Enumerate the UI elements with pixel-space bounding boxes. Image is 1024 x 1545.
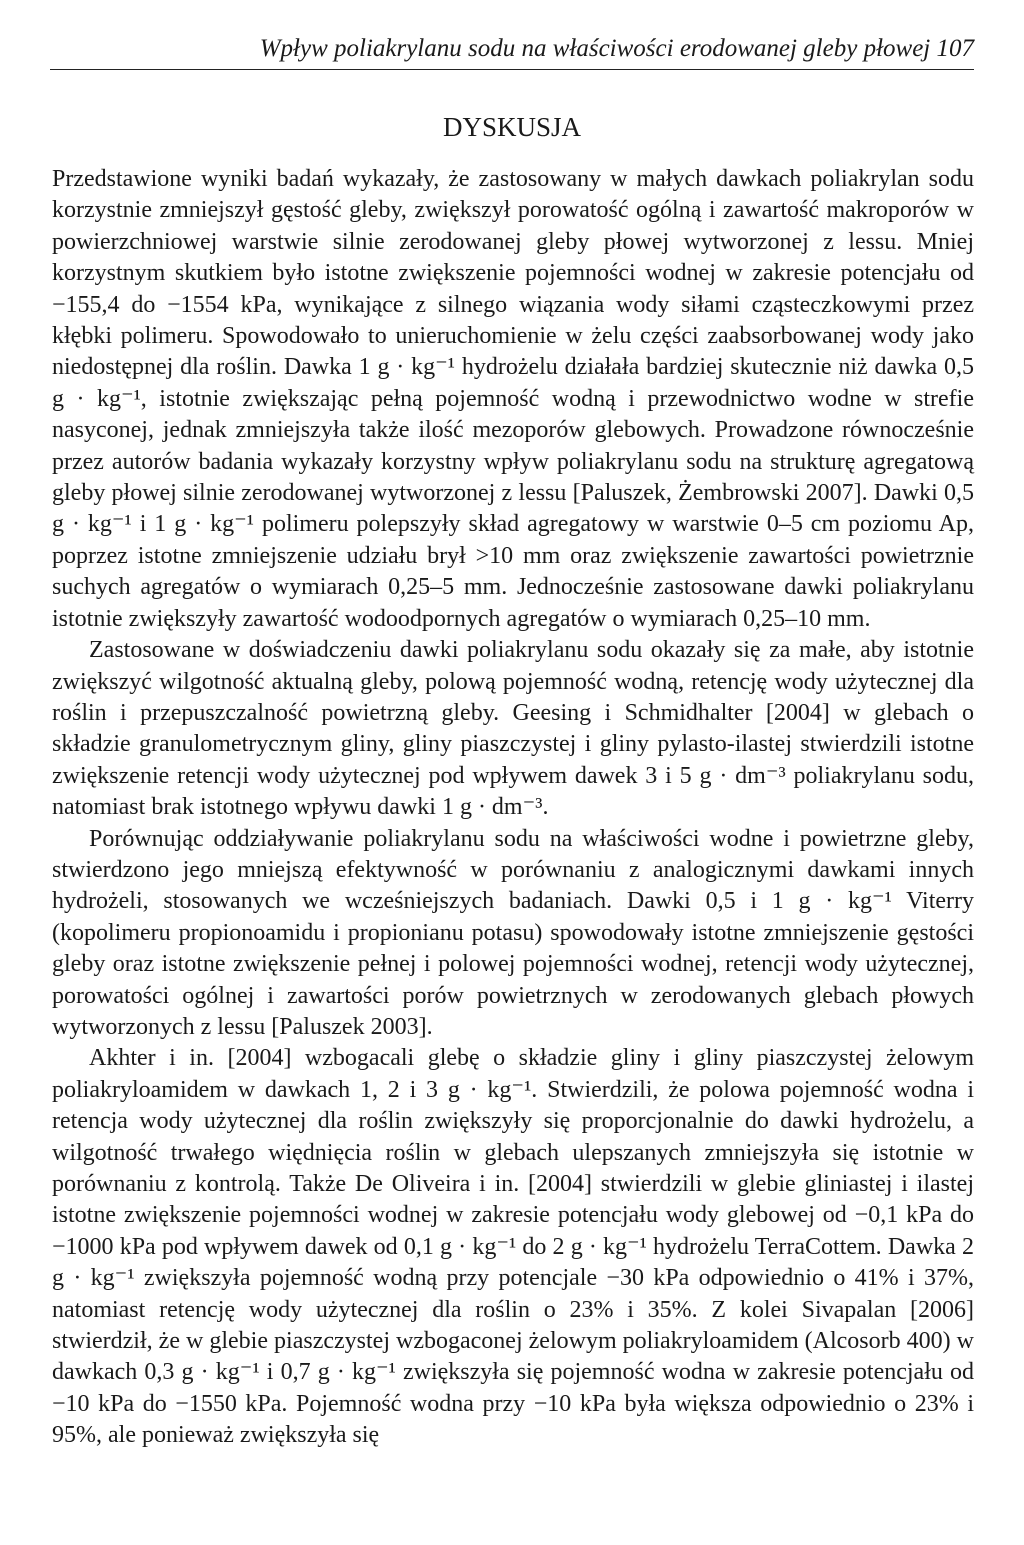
paragraph-3: Porównując oddziaływanie poliakrylanu sodu na właściwości wodne i powietrzne gleby, stwierdzono jego mniejszą efektywność w porównaniu z analogicznymi dawkami innych hydrożeli, stosowanych we wcześniejszych badaniach. Dawki 0,5 i 1 g · kg⁻¹ Viterry (kopolimeru propionoamidu i propionianu potasu) spowodowały istotne zmniejszenie gęstości gleby oraz istotne zwiększenie pełnej i polowej pojemności wodnej, retencji wody użytecznej, porowatości ogólnej i zawartości porów powietrznych w zerodowanych glebach płowych wytworzonych z lessu [Paluszek 2003]. xyxy=(52,825,974,1040)
section-title: DYSKUSJA xyxy=(442,112,582,142)
running-title: Wpływ poliakrylanu sodu na właściwości erodowanej gleby płowej xyxy=(259,35,931,62)
paragraph-4: Akhter i in. [2004] wzbogacali glebę o składzie gliny i gliny piaszczystej żelowym poliakryloamidem w dawkach 1, 2 i 3 g · kg⁻¹. Stwierdzili, że polowa pojemność wodna i retencja wody użytecznej dla roślin zwiększyły się proporcjonalnie do dawki hydrożelu, a wilgotność trwałego więdnięcia roślin w glebach ulepszanych zmniejszyła się istotnie w porównaniu z kontrolą. Także De Oliveira i in. [2004] stwierdzili w glebie gliniastej i ilastej istotne zwiększenie pojemności wodnej w zakresie potencjału wody glebowej od −0,1 kPa do −1000 kPa pod wpływem dawek od 0,1 g · kg⁻¹ do 2 g · kg⁻¹ hydrożelu TerraCottem. Dawka 2 g · kg⁻¹ zwiększyła pojemność wodną przy potencjale −30 kPa odpowiednio o 41% i 37%, natomiast retencję wody użytecznej dla roślin o 23% i 35%. Z kolei Sivapalan [2006] stwierdził, że w glebie piaszczystej wzbogaconej żelowym poliakryloamidem (Alcosorb 400) w dawkach 0,3 g · kg⁻¹ i 0,7 g · kg⁻¹ zwiększyła się pojemność wodna w zakresie potencjału od −10 kPa do −1550 kPa. Pojemność wodna przy −10 kPa była większa odpowiednio o 23% i 95%, ale ponieważ zwiększyła się xyxy=(52,1045,974,1449)
paragraph-2: Zastosowane w doświadczeniu dawki poliakrylanu sodu okazały się za małe, aby istotnie zwiększyć wilgotność aktualną gleby, polową pojemność wodną, retencję wody użytecznej dla roślin i przepuszczalność powietrzną gleby. Geesing i Schmidhalter [2004] w glebach o składzie granulometrycznym gliny, gliny piaszczystej i gliny pylasto-ilastej stwierdzili istotne zwiększenie retencji wody użytecznej pod wpływem dawek 3 i 5 g · dm⁻³ poliakrylanu sodu, natomiast brak istotnego wpływu dawki 1 g · dm⁻³. xyxy=(52,637,974,821)
page-number: 107 xyxy=(936,35,974,62)
body-text xyxy=(52,164,974,1452)
running-header xyxy=(50,34,974,70)
paragraph-1: Przedstawione wyniki badań wykazały, że zastosowany w małych dawkach poliakrylan sodu korzystnie zmniejszył gęstość gleby, zwiększył porowatość ogólną i zawartość makroporów w powierzchniowej warstwie silnie zerodowanej gleby płowej wytworzonej z lessu. Mniej korzystnym skutkiem było istotne zwiększenie pojemności wodnej w zakresie potencjału od −155,4 do −1554 kPa, wynikające z silnego wiązania wody siłami cząsteczkowymi przez kłębki polimeru. Spowodowało to unieruchomienie w żelu części zaabsorbowanej wody jako niedostępnej dla roślin. Dawka 1 g · kg⁻¹ hydrożelu działała bardziej skutecznie niż dawka 0,5 g · kg⁻¹, istotnie zwiększając pełną pojemność wodną i przewodnictwo wodne w strefie nasyconej, jednak zmniejszyła także ilość mezoporów glebowych. Prowadzone równocześnie przez autorów badania wykazały korzystny wpływ poliakrylanu sodu na strukturę agregatową gleby płowej silnie zerodowanej wytworzonej z lessu [Paluszek, Żembrowski 2007]. Dawki 0,5 g · kg⁻¹ i 1 g · kg⁻¹ polimeru polepszyły skład agregatowy w warstwie 0–5 cm poziomu Ap, poprzez istotne zmniejszenie udziału brył >10 mm oraz zwiększenie zawartości powietrznie suchych agregatów o wymiarach 0,25–5 mm. Jednocześnie zastosowane dawki poliakrylanu istotnie zwiększyły zawartość wodoodpornych agregatów o wymiarach 0,25–10 mm. xyxy=(52,166,974,632)
